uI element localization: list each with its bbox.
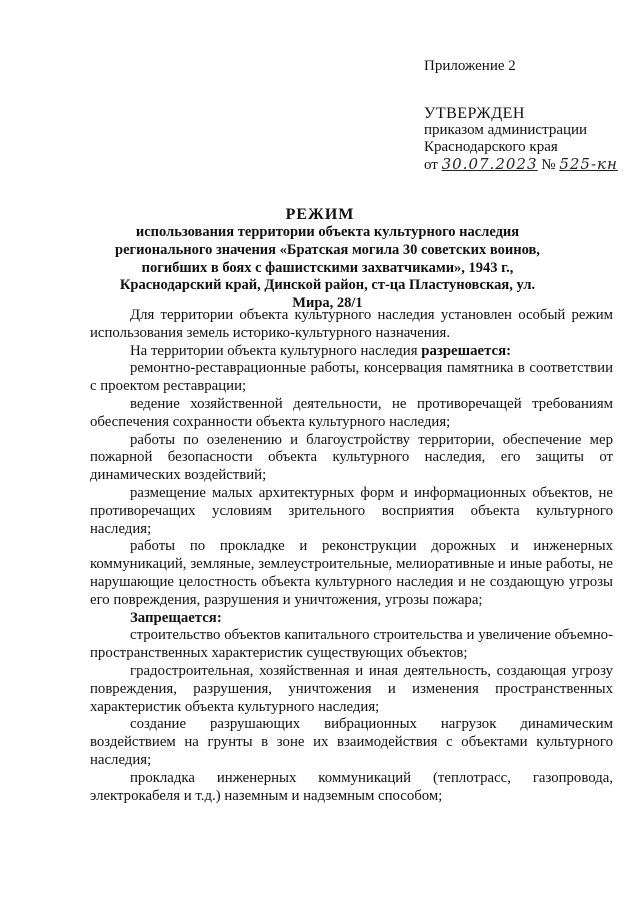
- intro-paragraph: Для территории объекта культурного наследия установлен особый режим использования земель историко-культурного назначения.: [90, 307, 613, 341]
- allowed-lead: На территории объекта культурного наследия: [130, 342, 418, 359]
- approval-line-2: Краснодарского края: [424, 139, 558, 155]
- approval-date-row: [424, 156, 634, 174]
- appendix-label: Приложение 2: [424, 58, 516, 74]
- allowed-item: размещение малых архитектурных форм и информационных объектов, не противоречащих условиям зрительного восприятия объекта культурного наследия;: [90, 484, 613, 537]
- handwritten-number: 525-кн: [559, 155, 618, 173]
- date-prefix: от: [424, 157, 438, 173]
- allowed-item: работы по прокладке и реконструкции дорожных и инженерных коммуникаций, земляные, землеустроительные, мелиоративные и иные работы, не нарушающие целостность объекта культурного наследия и не создающую угрозы его повреждения, разрушения и уничтожения, угрозы пожара;: [90, 538, 613, 608]
- approved-label: УТВЕРЖДЕН: [424, 105, 525, 122]
- forbidden-item: создание разрушающих вибрационных нагрузок динамическим воздействием на грунты в зоне их взаимодействия с объектами культурного наследия;: [90, 716, 613, 768]
- approval-block: [424, 58, 634, 174]
- forbidden-item: строительство объектов капитального строительства и увеличение объемно-пространственных характеристик существующих объектов;: [90, 627, 613, 662]
- handwritten-date: 30.07.2023: [441, 155, 538, 173]
- forbidden-heading: [90, 610, 613, 628]
- document-title: РЕЖИМ: [285, 206, 355, 223]
- allowed-keyword: разрешается:: [421, 342, 512, 359]
- number-prefix: №: [541, 157, 556, 173]
- allowed-item: ведение хозяйственной деятельности, не противоречащей требованиям обеспечения сохранности объекта культурного наследия;: [90, 395, 613, 430]
- allowed-item: ремонтно-реставрационные работы, консервация памятника в соответствии с проектом реставрации;: [90, 360, 613, 395]
- approval-line-1: приказом администрации: [424, 122, 588, 138]
- document-subtitle: использования территории объекта культурного наследия регионального значения «Братская могила 30 советских воинов, погибших в боях с фашистскими захватчиками», 1943 г., Краснодарский край, Динской район, ст-ца Пластуновская, ул. Мира, 28/1: [115, 224, 540, 312]
- forbidden-item: градостроительная, хозяйственная и иная деятельность, создающая угрозу повреждения, разрушения, уничтожения и изменения пространственных характеристик объекта культурного наследия;: [90, 662, 613, 715]
- allowed-item: работы по озеленению и благоустройству территории, обеспечение мер пожарной безопасности объекта культурного наследия, его защиты от динамических воздействий;: [90, 431, 613, 484]
- forbidden-item: прокладка инженерных коммуникаций (теплотрасс, газопровода, электрокабеля и т.д.) наземным и надземным способом;: [90, 769, 613, 804]
- forbidden-keyword: Запрещается:: [130, 609, 222, 626]
- document-body: [90, 307, 613, 805]
- allowed-heading: [90, 343, 613, 361]
